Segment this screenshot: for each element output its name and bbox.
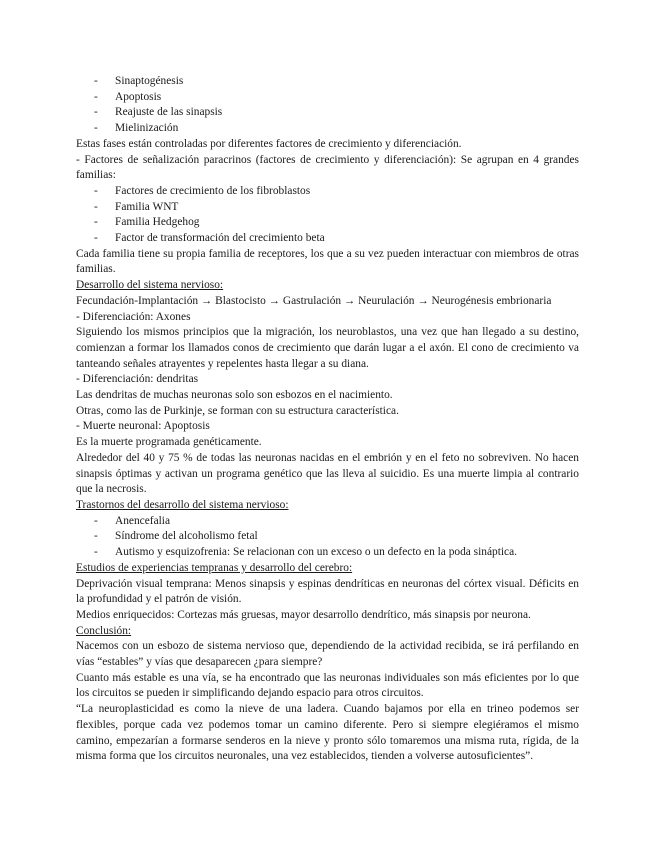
- paragraph: Es la muerte programada genéticamente.: [76, 436, 262, 449]
- list-item: - Autismo y esquizofrenia: Se relacionan con un exceso o un defecto en la poda sináptica.: [94, 545, 579, 561]
- list-item: - Anencefalia: [94, 514, 579, 530]
- section-heading: Trastornos del desarrollo del sistema nervioso:: [76, 498, 289, 511]
- list-item: - Factores de crecimiento de los fibroblastos: [94, 184, 579, 200]
- list-item: - Familia WNT: [94, 200, 579, 216]
- paragraph: - Muerte neuronal: Apoptosis: [76, 420, 210, 433]
- paragraph: Deprivación visual temprana: Menos sinapsis y espinas dendríticas en neuronas del córtex visual. Déficits en la profundidad y el patrón de visión.: [76, 577, 579, 606]
- list-item: - Reajuste de las sinapsis: [94, 105, 579, 121]
- section-heading: Desarrollo del sistema nervioso:: [76, 279, 224, 292]
- paragraph: Alrededor del 40 y 75 % de todas las neuronas nacidas en el embrión y en el feto no sobreviven. No hacen sinapsis óptimas y activan un programa genético que las lleva al suicidio. Es una muerte limpia al contrario que la necrosis.: [76, 451, 579, 496]
- section-heading: Conclusión:: [76, 624, 132, 637]
- list-item: - Factor de transformación del crecimiento beta: [94, 231, 579, 247]
- paragraph: Otras, como las de Purkinje, se forman con su estructura característica.: [76, 404, 399, 417]
- list-item: - Síndrome del alcoholismo fetal: [94, 529, 579, 545]
- paragraph: - Diferenciación: Axones: [76, 310, 191, 323]
- growth-factor-families-list: [76, 184, 579, 247]
- quote-paragraph: “La neuroplasticidad es como la nieve de una ladera. Cuando bajamos por ella en trineo podemos ser flexibles, porque cada vez podemos tomar un camino diferente. Pero si siempre elegiéramos el mismo camino, empezarían a formarse senderos en la nieve y pronto sólo tomaremos una misma ruta, rígida, de la misma forma que los circuitos neuronales, una vez establecidos, tienden a volverse autosuficientes”.: [76, 703, 579, 763]
- list-item: - Sinaptogénesis: [94, 74, 579, 90]
- list-item: - Mielinización: [94, 121, 579, 137]
- development-phases-list: [76, 74, 579, 137]
- paragraph: Estas fases están controladas por diferentes factores de crecimiento y diferenciación.: [76, 137, 462, 150]
- section-heading: Estudios de experiencias tempranas y desarrollo del cerebro:: [76, 561, 353, 574]
- paragraph: Cada familia tiene su propia familia de receptores, los que a su vez pueden interactuar con miembros de otras familias.: [76, 247, 579, 276]
- list-item: - Apoptosis: [94, 90, 579, 106]
- list-item: - Familia Hedgehog: [94, 215, 579, 231]
- paragraph: Cuanto más estable es una vía, se ha encontrado que las neuronas individuales son más eficientes por lo que los circuitos se pueden ir simplificando dejando espacio para otros circuitos.: [76, 671, 579, 700]
- paragraph: Fecundación-Implantación → Blastocisto → Gastrulación → Neurulación → Neurogénesis embrionaria: [76, 294, 552, 307]
- paragraph: Las dendritas de muchas neuronas solo son esbozos en el nacimiento.: [76, 389, 393, 402]
- paragraph: Siguiendo los mismos principios que la migración, los neuroblastos, una vez que han llegado a su destino, comienzan a formar los llamados conos de crecimiento que darán lugar a el axón. El cono de crecimiento va tanteando señales atrayentes y repelentes hasta llegar a su diana.: [76, 326, 579, 370]
- paragraph: - Factores de señalización paracrinos (factores de crecimiento y diferenciación): Se agrupan en 4 grandes familias:: [76, 153, 579, 182]
- paragraph: Medios enriquecidos: Cortezas más gruesas, mayor desarrollo dendrítico, más sinapsis por neurona.: [76, 608, 531, 621]
- disorders-list: [76, 514, 579, 561]
- paragraph: - Diferenciación: dendritas: [76, 373, 199, 386]
- paragraph: Nacemos con un esbozo de sistema nervioso que, dependiendo de la actividad recibida, se irá perfilando en vías “estables” y vías que desaparecen ¿para siempre?: [76, 640, 579, 669]
